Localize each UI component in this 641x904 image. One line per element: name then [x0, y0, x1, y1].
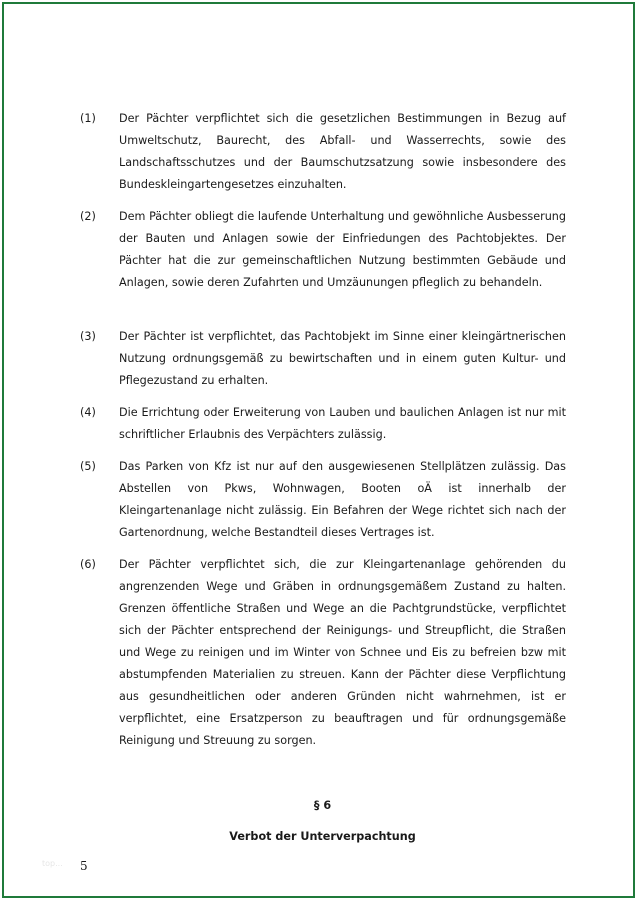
watermark: top...: [42, 859, 63, 868]
clause-number: (3): [80, 330, 96, 343]
clause-number: (6): [80, 558, 96, 571]
clause-number: (2): [80, 210, 96, 223]
clause-4: [80, 402, 566, 446]
clause-6: [80, 554, 566, 752]
page-number: 5: [80, 859, 88, 873]
section-symbol: § 6: [313, 799, 332, 812]
clause-1: [80, 108, 566, 196]
clause-5: [80, 456, 566, 544]
clause-number: (4): [80, 406, 96, 419]
clause-text: Der Pächter verpflichtet sich die gesetzlichen Bestimmungen in Bezug auf Umweltschutz, Baurecht, des Abfall- und Wasserrechts, sowie des Landschaftsschutzes und der Baumschutzsatzung sowie insbesondere des Bundeskleingartengesetzes einzuhalten.: [119, 112, 566, 191]
clause-text: Der Pächter ist verpflichtet, das Pachtobjekt im Sinne einer kleingärtnerischen Nutzung ordnungsgemäß zu bewirtschaften und in einem guten Kultur- und Pflegezustand zu erhalten.: [119, 330, 566, 387]
clause-text: Dem Pächter obliegt die laufende Unterhaltung und gewöhnliche Ausbesserung der Bauten und Anlagen sowie der Einfriedungen des Pachtobjektes. Der Pächter hat die zur gemeinschaftlichen Nutzung bestimmten Gebäude und Anlagen, sowie deren Zufahrten und Umzäunungen pfleglich zu behandeln.: [119, 210, 566, 289]
clause-text: Das Parken von Kfz ist nur auf den ausgewiesenen Stellplätzen zulässig. Das Abstellen von Pkws, Wohnwagen, Booten oÄ ist innerhalb der Kleingartenanlage nicht zulässig. Ein Befahren der Wege richtet sich nach der Gartenordnung, welche Bestandteil dieses Vertrages ist.: [119, 460, 566, 539]
clause-3: [80, 326, 566, 392]
document-page: [2, 2, 635, 898]
clause-text: Der Pächter verpflichtet sich, die zur Kleingartenanlage gehörenden du angrenzenden Wege und Gräben in ordnungsgemäßem Zustand zu halten. Grenzen öffentliche Straßen und Wege an die Pachtgrundstücke, verpflichtet sich der Pächter entsprechend der Reinigungs- und Streupflicht, die Straßen und Wege zu reinigen und im Winter von Schnee und Eis zu befreien bzw mit abstumpfenden Materialien zu streuen. Kann der Pächter diese Verpflichtung aus gesundheitlichen oder anderen Gründen nicht wahrnehmen, ist er verpflichtet, eine Ersatzperson zu beauftragen und für ordnungsgemäße Reinigung und Streuung zu sorgen.: [119, 558, 566, 747]
section-title: Verbot der Unterverpachtung: [229, 830, 416, 843]
clause-number: (1): [80, 112, 96, 125]
clause-text: Die Errichtung oder Erweiterung von Lauben und baulichen Anlagen ist nur mit schriftlicher Erlaubnis des Verpächters zulässig.: [119, 406, 566, 441]
clause-2: [80, 206, 566, 294]
clause-number: (5): [80, 460, 96, 473]
